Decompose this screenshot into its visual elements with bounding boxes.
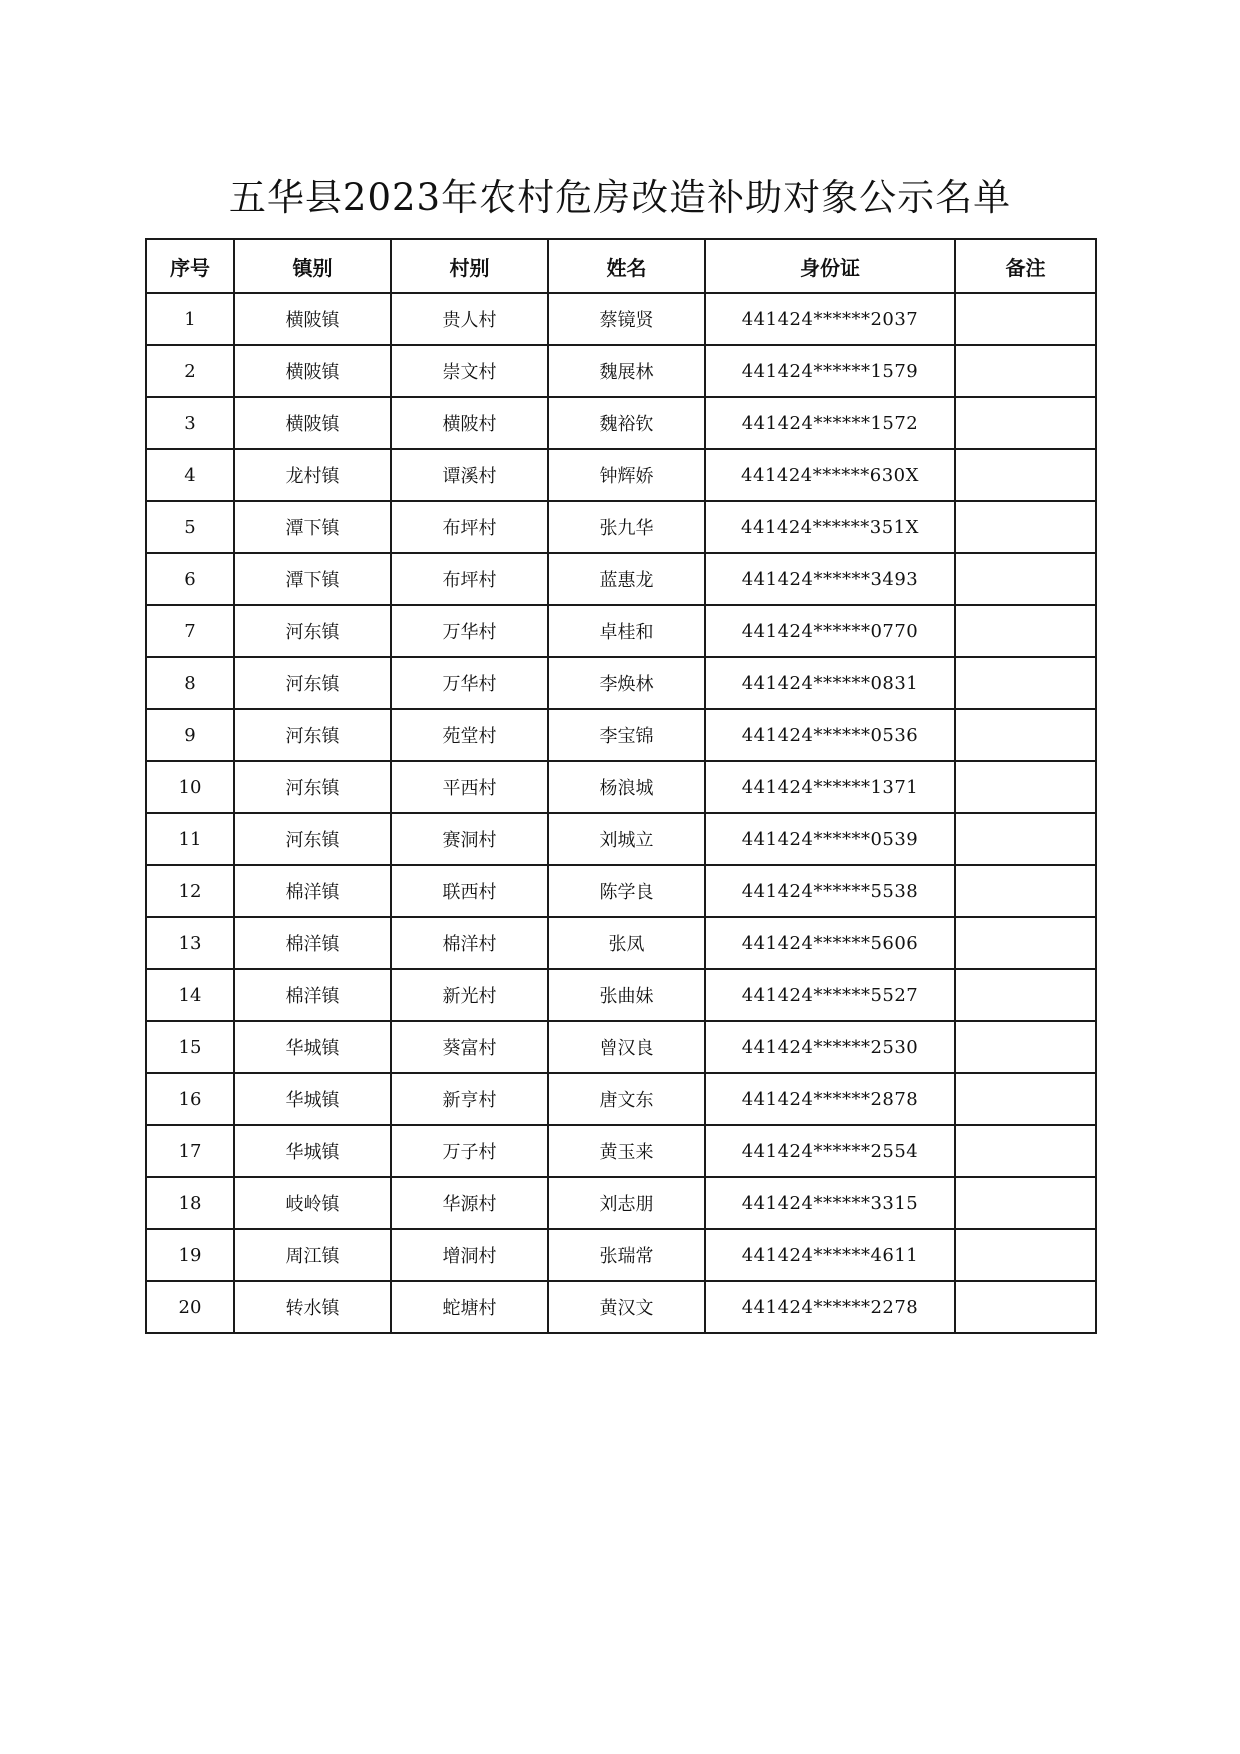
cell-name: 蔡镜贤 <box>548 293 705 345</box>
cell-village: 新光村 <box>391 969 548 1021</box>
cell-id-number: 441424******2037 <box>705 293 955 345</box>
cell-name: 张曲妹 <box>548 969 705 1021</box>
cell-name: 黄玉来 <box>548 1125 705 1177</box>
cell-village: 横陂村 <box>391 397 548 449</box>
table-row <box>146 1229 1096 1281</box>
cell-name: 张九华 <box>548 501 705 553</box>
table-row <box>146 657 1096 709</box>
cell-village: 崇文村 <box>391 345 548 397</box>
table-row <box>146 813 1096 865</box>
cell-village: 布坪村 <box>391 553 548 605</box>
cell-id-number: 441424******630X <box>705 449 955 501</box>
cell-no: 8 <box>146 657 234 709</box>
cell-town: 岐岭镇 <box>234 1177 391 1229</box>
cell-remark <box>955 709 1096 761</box>
cell-village: 苑堂村 <box>391 709 548 761</box>
cell-id-number: 441424******4611 <box>705 1229 955 1281</box>
cell-no: 13 <box>146 917 234 969</box>
cell-no: 2 <box>146 345 234 397</box>
cell-id-number: 441424******5527 <box>705 969 955 1021</box>
cell-no: 1 <box>146 293 234 345</box>
cell-town: 横陂镇 <box>234 293 391 345</box>
table-row <box>146 1177 1096 1229</box>
cell-name: 张凤 <box>548 917 705 969</box>
table-row <box>146 293 1096 345</box>
header-village: 村别 <box>391 239 548 293</box>
cell-remark <box>955 605 1096 657</box>
cell-name: 李焕林 <box>548 657 705 709</box>
cell-remark <box>955 1229 1096 1281</box>
table-header <box>146 239 1096 293</box>
cell-town: 潭下镇 <box>234 501 391 553</box>
cell-name: 魏展林 <box>548 345 705 397</box>
cell-village: 万华村 <box>391 605 548 657</box>
table-row <box>146 397 1096 449</box>
table-row <box>146 761 1096 813</box>
table-row <box>146 605 1096 657</box>
document-title: 五华县2023年农村危房改造补助对象公示名单 <box>228 176 1012 219</box>
cell-town: 棉洋镇 <box>234 865 391 917</box>
cell-remark <box>955 501 1096 553</box>
cell-remark <box>955 761 1096 813</box>
table-body <box>146 293 1096 1333</box>
table-row <box>146 501 1096 553</box>
cell-village: 棉洋村 <box>391 917 548 969</box>
cell-no: 20 <box>146 1281 234 1333</box>
cell-village: 蛇塘村 <box>391 1281 548 1333</box>
cell-remark <box>955 1021 1096 1073</box>
cell-village: 平西村 <box>391 761 548 813</box>
cell-name: 陈学良 <box>548 865 705 917</box>
table-row <box>146 1073 1096 1125</box>
cell-remark <box>955 813 1096 865</box>
cell-name: 蓝惠龙 <box>548 553 705 605</box>
cell-id-number: 441424******3315 <box>705 1177 955 1229</box>
cell-name: 李宝锦 <box>548 709 705 761</box>
cell-name: 曾汉良 <box>548 1021 705 1073</box>
cell-remark <box>955 865 1096 917</box>
cell-town: 华城镇 <box>234 1021 391 1073</box>
cell-town: 棉洋镇 <box>234 969 391 1021</box>
cell-no: 7 <box>146 605 234 657</box>
cell-town: 横陂镇 <box>234 397 391 449</box>
cell-no: 10 <box>146 761 234 813</box>
cell-remark <box>955 1073 1096 1125</box>
cell-name: 刘志朋 <box>548 1177 705 1229</box>
cell-village: 华源村 <box>391 1177 548 1229</box>
cell-name: 唐文东 <box>548 1073 705 1125</box>
cell-no: 14 <box>146 969 234 1021</box>
header-no: 序号 <box>146 239 234 293</box>
cell-town: 龙村镇 <box>234 449 391 501</box>
cell-id-number: 441424******2554 <box>705 1125 955 1177</box>
cell-village: 赛洞村 <box>391 813 548 865</box>
cell-remark <box>955 657 1096 709</box>
cell-remark <box>955 1177 1096 1229</box>
cell-town: 河东镇 <box>234 657 391 709</box>
table-row <box>146 345 1096 397</box>
cell-village: 新亨村 <box>391 1073 548 1125</box>
cell-town: 转水镇 <box>234 1281 391 1333</box>
table-row <box>146 917 1096 969</box>
cell-town: 河东镇 <box>234 761 391 813</box>
cell-name: 钟辉娇 <box>548 449 705 501</box>
header-name: 姓名 <box>548 239 705 293</box>
cell-name: 魏裕钦 <box>548 397 705 449</box>
table-row <box>146 449 1096 501</box>
header-row <box>146 239 1096 293</box>
cell-village: 谭溪村 <box>391 449 548 501</box>
cell-village: 布坪村 <box>391 501 548 553</box>
cell-no: 19 <box>146 1229 234 1281</box>
table-row <box>146 865 1096 917</box>
cell-remark <box>955 345 1096 397</box>
table-row <box>146 709 1096 761</box>
cell-remark <box>955 449 1096 501</box>
cell-village: 万子村 <box>391 1125 548 1177</box>
cell-remark <box>955 917 1096 969</box>
cell-id-number: 441424******1371 <box>705 761 955 813</box>
cell-no: 9 <box>146 709 234 761</box>
cell-town: 棉洋镇 <box>234 917 391 969</box>
cell-no: 5 <box>146 501 234 553</box>
table-row <box>146 1021 1096 1073</box>
cell-town: 横陂镇 <box>234 345 391 397</box>
cell-id-number: 441424******1579 <box>705 345 955 397</box>
cell-no: 3 <box>146 397 234 449</box>
table-row <box>146 1281 1096 1333</box>
cell-village: 万华村 <box>391 657 548 709</box>
cell-town: 周江镇 <box>234 1229 391 1281</box>
cell-no: 6 <box>146 553 234 605</box>
cell-remark <box>955 1125 1096 1177</box>
cell-remark <box>955 969 1096 1021</box>
cell-town: 华城镇 <box>234 1073 391 1125</box>
header-remark: 备注 <box>955 239 1096 293</box>
cell-id-number: 441424******1572 <box>705 397 955 449</box>
cell-id-number: 441424******3493 <box>705 553 955 605</box>
cell-id-number: 441424******2878 <box>705 1073 955 1125</box>
header-town: 镇别 <box>234 239 391 293</box>
table-row <box>146 1125 1096 1177</box>
table-row <box>146 553 1096 605</box>
cell-name: 刘城立 <box>548 813 705 865</box>
cell-town: 河东镇 <box>234 605 391 657</box>
subsidy-recipients-table <box>145 238 1097 1334</box>
cell-no: 16 <box>146 1073 234 1125</box>
cell-id-number: 441424******2278 <box>705 1281 955 1333</box>
cell-village: 贵人村 <box>391 293 548 345</box>
cell-id-number: 441424******5606 <box>705 917 955 969</box>
cell-no: 4 <box>146 449 234 501</box>
cell-town: 华城镇 <box>234 1125 391 1177</box>
cell-no: 11 <box>146 813 234 865</box>
cell-no: 15 <box>146 1021 234 1073</box>
cell-no: 12 <box>146 865 234 917</box>
cell-name: 卓桂和 <box>548 605 705 657</box>
cell-remark <box>955 553 1096 605</box>
cell-village: 联西村 <box>391 865 548 917</box>
table-row <box>146 969 1096 1021</box>
cell-remark <box>955 1281 1096 1333</box>
cell-id-number: 441424******0831 <box>705 657 955 709</box>
header-id: 身份证 <box>705 239 955 293</box>
cell-town: 河东镇 <box>234 709 391 761</box>
cell-remark <box>955 293 1096 345</box>
cell-name: 张瑞常 <box>548 1229 705 1281</box>
cell-town: 潭下镇 <box>234 553 391 605</box>
cell-no: 17 <box>146 1125 234 1177</box>
cell-village: 葵富村 <box>391 1021 548 1073</box>
cell-name: 黄汉文 <box>548 1281 705 1333</box>
cell-id-number: 441424******0539 <box>705 813 955 865</box>
cell-id-number: 441424******5538 <box>705 865 955 917</box>
cell-name: 杨浪城 <box>548 761 705 813</box>
cell-id-number: 441424******0536 <box>705 709 955 761</box>
cell-town: 河东镇 <box>234 813 391 865</box>
cell-remark <box>955 397 1096 449</box>
cell-no: 18 <box>146 1177 234 1229</box>
cell-village: 增洞村 <box>391 1229 548 1281</box>
cell-id-number: 441424******2530 <box>705 1021 955 1073</box>
cell-id-number: 441424******0770 <box>705 605 955 657</box>
cell-id-number: 441424******351X <box>705 501 955 553</box>
